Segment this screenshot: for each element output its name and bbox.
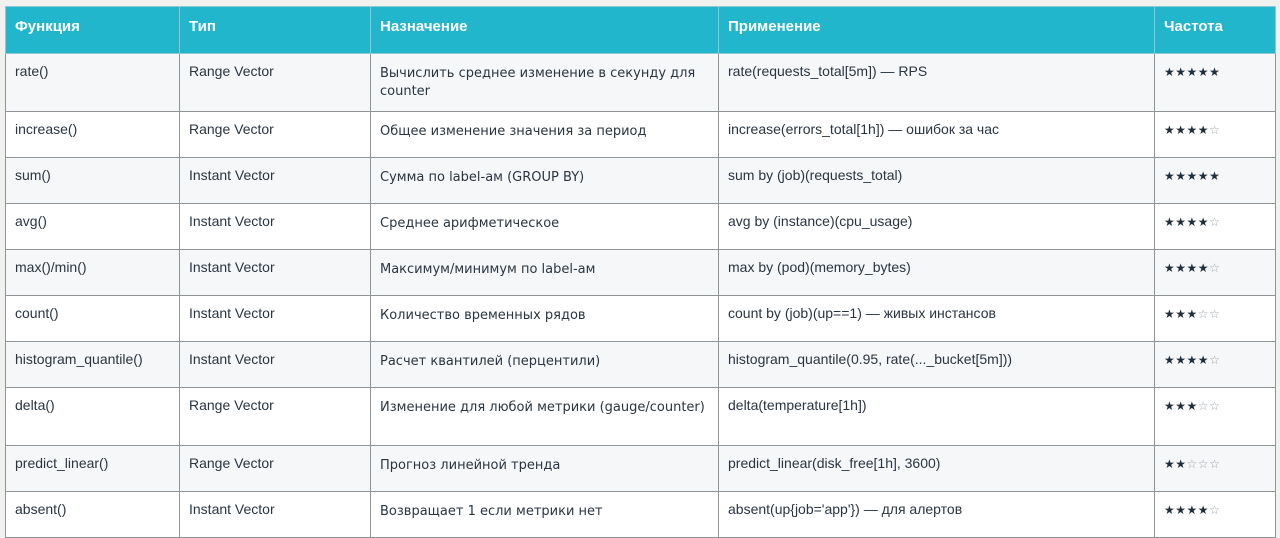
promql-functions-table-wrapper: [5, 6, 1275, 538]
star-empty-icon: ☆: [1209, 261, 1221, 275]
frequency-cell: [1155, 112, 1276, 158]
frequency-rating: [1164, 399, 1220, 413]
frequency-cell: [1155, 446, 1276, 492]
star-filled-icon: ★: [1164, 503, 1176, 517]
usage-cell: predict_linear(disk_free[1h], 3600): [719, 446, 1155, 492]
frequency-cell: [1155, 250, 1276, 296]
star-empty-icon: ☆: [1209, 215, 1221, 229]
type-cell: Instant Vector: [180, 342, 371, 388]
purpose-cell: Количество временных рядов: [371, 296, 719, 342]
function-cell: increase(): [6, 112, 180, 158]
frequency-cell: [1155, 388, 1276, 446]
star-filled-icon: ★: [1186, 123, 1198, 137]
star-empty-icon: ☆: [1186, 457, 1198, 471]
header-function: Функция: [6, 7, 180, 54]
star-filled-icon: ★: [1186, 307, 1198, 321]
usage-cell: increase(errors_total[1h]) — ошибок за час: [719, 112, 1155, 158]
type-cell: Instant Vector: [180, 492, 371, 538]
star-filled-icon: ★: [1175, 457, 1187, 471]
type-cell: Instant Vector: [180, 296, 371, 342]
star-filled-icon: ★: [1164, 457, 1176, 471]
star-filled-icon: ★: [1164, 123, 1176, 137]
function-cell: absent(): [6, 492, 180, 538]
table-row: [6, 388, 1276, 446]
function-cell: histogram_quantile(): [6, 342, 180, 388]
usage-cell: absent(up{job='app'}) — для алертов: [719, 492, 1155, 538]
frequency-rating: [1164, 353, 1220, 367]
type-cell: Instant Vector: [180, 250, 371, 296]
function-cell: predict_linear(): [6, 446, 180, 492]
star-empty-icon: ☆: [1209, 123, 1221, 137]
table-body: [6, 54, 1276, 538]
usage-cell: max by (pod)(memory_bytes): [719, 250, 1155, 296]
star-filled-icon: ★: [1197, 65, 1210, 79]
table-row: [6, 250, 1276, 296]
purpose-cell: Максимум/минимум по label-ам: [371, 250, 719, 296]
star-filled-icon: ★: [1175, 261, 1187, 275]
type-cell: Range Vector: [180, 112, 371, 158]
usage-cell: delta(temperature[1h]): [719, 388, 1155, 446]
star-empty-icon: ☆: [1197, 307, 1210, 321]
star-filled-icon: ★: [1197, 123, 1210, 137]
function-cell: rate(): [6, 54, 180, 112]
purpose-cell: Прогноз линейной тренда: [371, 446, 719, 492]
star-filled-icon: ★: [1197, 353, 1210, 367]
frequency-rating: [1164, 169, 1220, 183]
star-filled-icon: ★: [1164, 65, 1176, 79]
function-cell: delta(): [6, 388, 180, 446]
type-cell: Range Vector: [180, 388, 371, 446]
purpose-cell: Расчет квантилей (перцентили): [371, 342, 719, 388]
table-row: [6, 492, 1276, 538]
frequency-rating: [1164, 503, 1220, 517]
header-frequency: Частота: [1155, 7, 1276, 54]
frequency-rating: [1164, 65, 1220, 79]
star-filled-icon: ★: [1175, 353, 1187, 367]
function-cell: count(): [6, 296, 180, 342]
table-row: [6, 342, 1276, 388]
star-filled-icon: ★: [1175, 123, 1187, 137]
star-filled-icon: ★: [1186, 169, 1198, 183]
promql-functions-table: [5, 6, 1276, 538]
usage-cell: sum by (job)(requests_total): [719, 158, 1155, 204]
star-filled-icon: ★: [1197, 169, 1210, 183]
star-filled-icon: ★: [1175, 399, 1187, 413]
star-filled-icon: ★: [1175, 169, 1187, 183]
star-filled-icon: ★: [1186, 261, 1198, 275]
star-filled-icon: ★: [1186, 215, 1198, 229]
table-row: [6, 112, 1276, 158]
star-empty-icon: ☆: [1209, 503, 1221, 517]
purpose-cell: Изменение для любой метрики (gauge/counter): [371, 388, 719, 446]
star-filled-icon: ★: [1197, 215, 1210, 229]
table-header-row: [6, 7, 1276, 54]
star-empty-icon: ☆: [1209, 307, 1221, 321]
type-cell: Instant Vector: [180, 158, 371, 204]
frequency-cell: [1155, 492, 1276, 538]
purpose-cell: Вычислить среднее изменение в секунду для counter: [371, 54, 719, 112]
star-empty-icon: ☆: [1209, 457, 1221, 471]
star-filled-icon: ★: [1197, 503, 1210, 517]
usage-cell: avg by (instance)(cpu_usage): [719, 204, 1155, 250]
star-filled-icon: ★: [1175, 503, 1187, 517]
star-filled-icon: ★: [1164, 307, 1176, 321]
function-cell: avg(): [6, 204, 180, 250]
star-filled-icon: ★: [1186, 353, 1198, 367]
header-usage: Применение: [719, 7, 1155, 54]
star-filled-icon: ★: [1197, 261, 1210, 275]
frequency-cell: [1155, 342, 1276, 388]
frequency-cell: [1155, 54, 1276, 112]
star-filled-icon: ★: [1164, 169, 1176, 183]
table-row: [6, 446, 1276, 492]
usage-cell: rate(requests_total[5m]) — RPS: [719, 54, 1155, 112]
usage-cell: histogram_quantile(0.95, rate(..._bucket[5m])): [719, 342, 1155, 388]
type-cell: Instant Vector: [180, 204, 371, 250]
purpose-cell: Общее изменение значения за период: [371, 112, 719, 158]
frequency-cell: [1155, 158, 1276, 204]
table-row: [6, 296, 1276, 342]
star-filled-icon: ★: [1209, 65, 1221, 79]
frequency-rating: [1164, 261, 1220, 275]
purpose-cell: Возвращает 1 если метрики нет: [371, 492, 719, 538]
frequency-rating: [1164, 123, 1220, 137]
star-filled-icon: ★: [1186, 65, 1198, 79]
purpose-cell: Среднее арифметическое: [371, 204, 719, 250]
function-cell: max()/min(): [6, 250, 180, 296]
header-type: Тип: [180, 7, 371, 54]
frequency-rating: [1164, 215, 1220, 229]
function-cell: sum(): [6, 158, 180, 204]
star-filled-icon: ★: [1164, 399, 1176, 413]
star-empty-icon: ☆: [1197, 399, 1210, 413]
header-purpose: Назначение: [371, 7, 719, 54]
star-empty-icon: ☆: [1197, 457, 1210, 471]
star-empty-icon: ☆: [1209, 399, 1221, 413]
type-cell: Range Vector: [180, 446, 371, 492]
star-empty-icon: ☆: [1209, 353, 1221, 367]
frequency-cell: [1155, 296, 1276, 342]
table-row: [6, 158, 1276, 204]
table-row: [6, 54, 1276, 112]
frequency-rating: [1164, 457, 1220, 471]
star-filled-icon: ★: [1175, 307, 1187, 321]
star-filled-icon: ★: [1164, 215, 1176, 229]
table-row: [6, 204, 1276, 250]
star-filled-icon: ★: [1164, 353, 1176, 367]
star-filled-icon: ★: [1209, 169, 1221, 183]
frequency-cell: [1155, 204, 1276, 250]
star-filled-icon: ★: [1175, 215, 1187, 229]
star-filled-icon: ★: [1175, 65, 1187, 79]
star-filled-icon: ★: [1186, 503, 1198, 517]
star-filled-icon: ★: [1186, 399, 1198, 413]
type-cell: Range Vector: [180, 54, 371, 112]
star-filled-icon: ★: [1164, 261, 1176, 275]
frequency-rating: [1164, 307, 1220, 321]
purpose-cell: Сумма по label-ам (GROUP BY): [371, 158, 719, 204]
usage-cell: count by (job)(up==1) — живых инстансов: [719, 296, 1155, 342]
